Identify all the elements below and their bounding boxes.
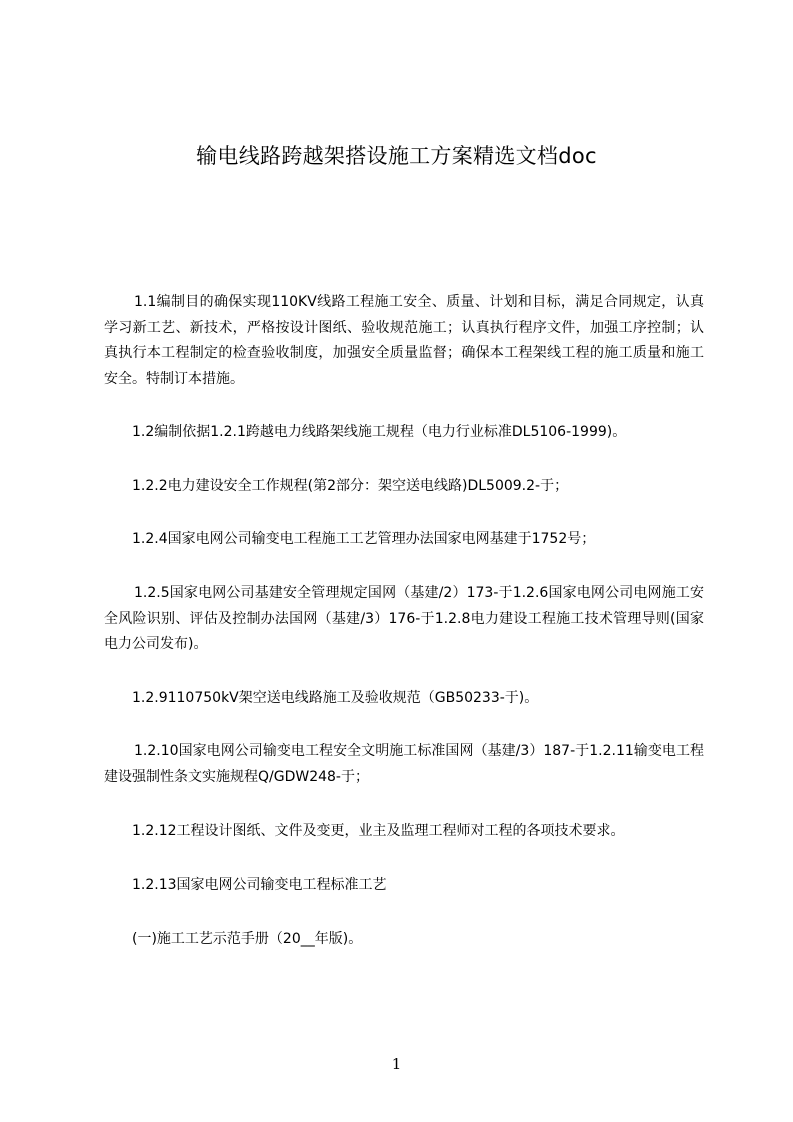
paragraph-1-1: 1.1编制目的确保实现110KV线路工程施工安全、质量、计划和目标，满足合同规定，认真学习新工艺、新技术，严格按设计图纸、验收规范施工；认真执行程序文件，加强工序控制；认真执行本工程制定的检查验收制度，加强安全质量监督；确保本工程架线工程的施工质量和施工安全。特制订本措施。 [104,294,704,387]
document-title: 输电线路跨越架搭设施工方案精选文档doc [196,144,597,168]
paragraph-1-2: 1.2编制依据1.2.1跨越电力线路架线施工规程（电力行业标准DL5106-1999)。 [132,424,627,440]
paragraph-1-2-9: 1.2.9110750kV架空送电线路施工及验收规范（GB50233-于)。 [132,690,539,706]
paragraph-1-2-4: 1.2.4国家电网公司输变电工程施工工艺管理办法国家电网基建于1752号； [132,531,596,547]
paragraph-1-2-13: 1.2.13国家电网公司输变电工程标准工艺 [132,877,387,893]
page-number: 1 [391,1055,402,1073]
paragraph-1-2-5: 1.2.5国家电网公司基建安全管理规定国网（基建/2）173-于1.2.6国家电网公司电网施工安全风险识别、评估及控制办法国网（基建/3）176-于1.2.8电力建设工程施工技术管理导则(国家电力公司发布)。 [104,585,704,652]
paragraph-1-2-12: 1.2.12工程设计图纸、文件及变更，业主及监理工程师对工程的各项技术要求。 [132,823,625,839]
paragraph-1-2-10: 1.2.10国家电网公司输变电工程安全文明施工标准国网（基建/3）187-于1.2.11输变电工程建设强制性条文实施规程Q/GDW248-于； [104,743,704,785]
paragraph-1-2-2: 1.2.2电力建设安全工作规程(第2部分：架空送电线路)DL5009.2-于； [132,478,569,494]
paragraph-section-one: (一)施工工艺示范手册（20__年版)。 [132,931,363,947]
